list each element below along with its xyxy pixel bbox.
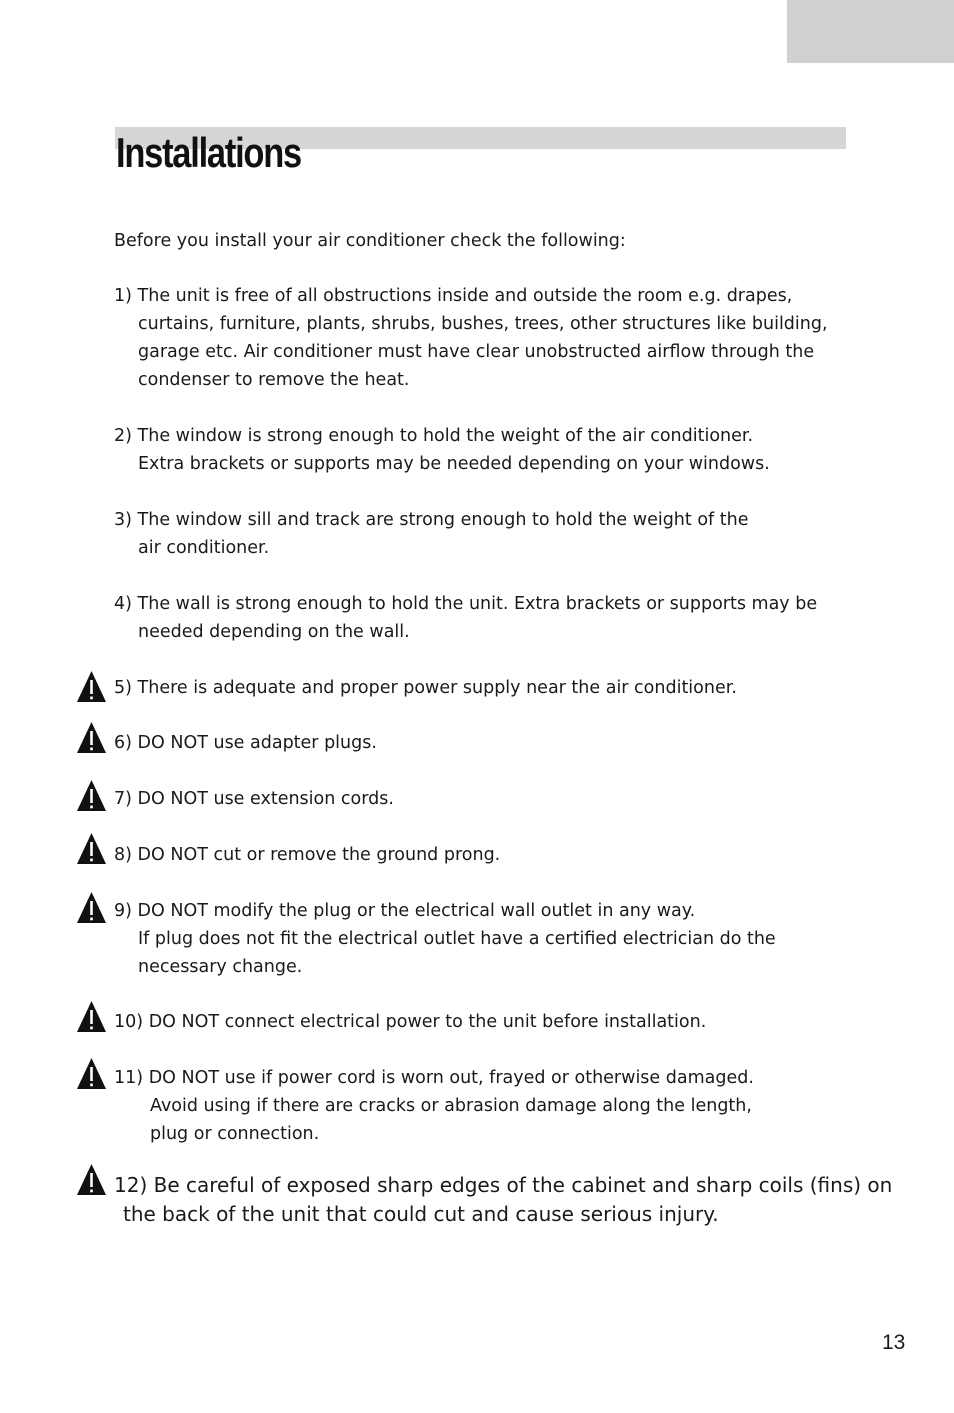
warning-icon (76, 670, 107, 703)
list-item (114, 674, 854, 702)
item-line: the back of the unit that could cut and cause serious injury. (123, 1202, 719, 1226)
item-line: 5) There is adequate and proper power supply near the air conditioner. (114, 674, 854, 702)
warning-icon (76, 1000, 107, 1033)
list-item (114, 282, 854, 394)
item-number: 8) (114, 845, 132, 865)
warning-icon (76, 779, 107, 812)
item-line: necessary change. (138, 957, 303, 977)
item-number: 5) (114, 678, 132, 698)
item-line: 3) The window sill and track are strong enough to hold the weight of the (114, 506, 854, 534)
item-line: Avoid using if there are cracks or abrasion damage along the length, (150, 1096, 752, 1116)
item-line: 7) DO NOT use extension cords. (114, 785, 854, 813)
list-item (114, 897, 854, 981)
intro-text: Before you install your air conditioner check the following: (114, 231, 626, 251)
warning-icon (76, 1057, 107, 1090)
item-line: condenser to remove the heat. (138, 370, 410, 390)
item-number: 6) (114, 733, 132, 753)
list-item (114, 1064, 854, 1148)
item-number: 2) (114, 426, 132, 446)
list-item (114, 785, 854, 813)
item-line: garage etc. Air conditioner must have clear unobstructed airflow through the (138, 342, 815, 362)
warning-icon (76, 891, 107, 924)
item-line: plug or connection. (150, 1124, 320, 1144)
item-line: 8) DO NOT cut or remove the ground prong. (114, 841, 854, 869)
item-line: 9) DO NOT modify the plug or the electrical wall outlet in any way. (114, 897, 854, 925)
list-item (114, 1008, 854, 1036)
warning-icon (76, 721, 107, 754)
item-number: 3) (114, 510, 132, 530)
list-item (114, 729, 854, 757)
item-line: 12) Be careful of exposed sharp edges of the cabinet and sharp coils (fins) on (114, 1171, 894, 1200)
item-number: 12) (114, 1173, 148, 1197)
item-line: needed depending on the wall. (138, 622, 410, 642)
list-item (114, 841, 854, 869)
item-line: 10) DO NOT connect electrical power to the unit before installation. (114, 1008, 854, 1036)
page-title: Installations (116, 129, 301, 176)
item-number: 11) (114, 1068, 144, 1088)
list-item (114, 1171, 894, 1229)
item-line: Extra brackets or supports may be needed depending on your windows. (138, 454, 770, 474)
warning-icon (76, 1163, 107, 1196)
item-line: air conditioner. (138, 538, 270, 558)
corner-tab (787, 0, 954, 63)
item-line: 4) The wall is strong enough to hold the unit. Extra brackets or supports may be (114, 590, 854, 618)
item-number: 7) (114, 789, 132, 809)
warning-icon (76, 832, 107, 865)
item-number: 4) (114, 594, 132, 614)
item-line: 2) The window is strong enough to hold the weight of the air conditioner. (114, 422, 854, 450)
item-line: If plug does not fit the electrical outlet have a certified electrician do the (138, 929, 776, 949)
item-number: 10) (114, 1012, 144, 1032)
item-line: 1) The unit is free of all obstructions inside and outside the room e.g. drapes, (114, 282, 854, 310)
item-line: curtains, furniture, plants, shrubs, bushes, trees, other structures like building, (138, 314, 828, 334)
item-number: 1) (114, 286, 132, 306)
item-line: 6) DO NOT use adapter plugs. (114, 729, 854, 757)
page-number: 13 (882, 1331, 906, 1354)
list-item (114, 506, 854, 562)
list-item (114, 422, 854, 478)
item-line: 11) DO NOT use if power cord is worn out, frayed or otherwise damaged. (114, 1064, 854, 1092)
list-item (114, 590, 854, 646)
item-number: 9) (114, 901, 132, 921)
